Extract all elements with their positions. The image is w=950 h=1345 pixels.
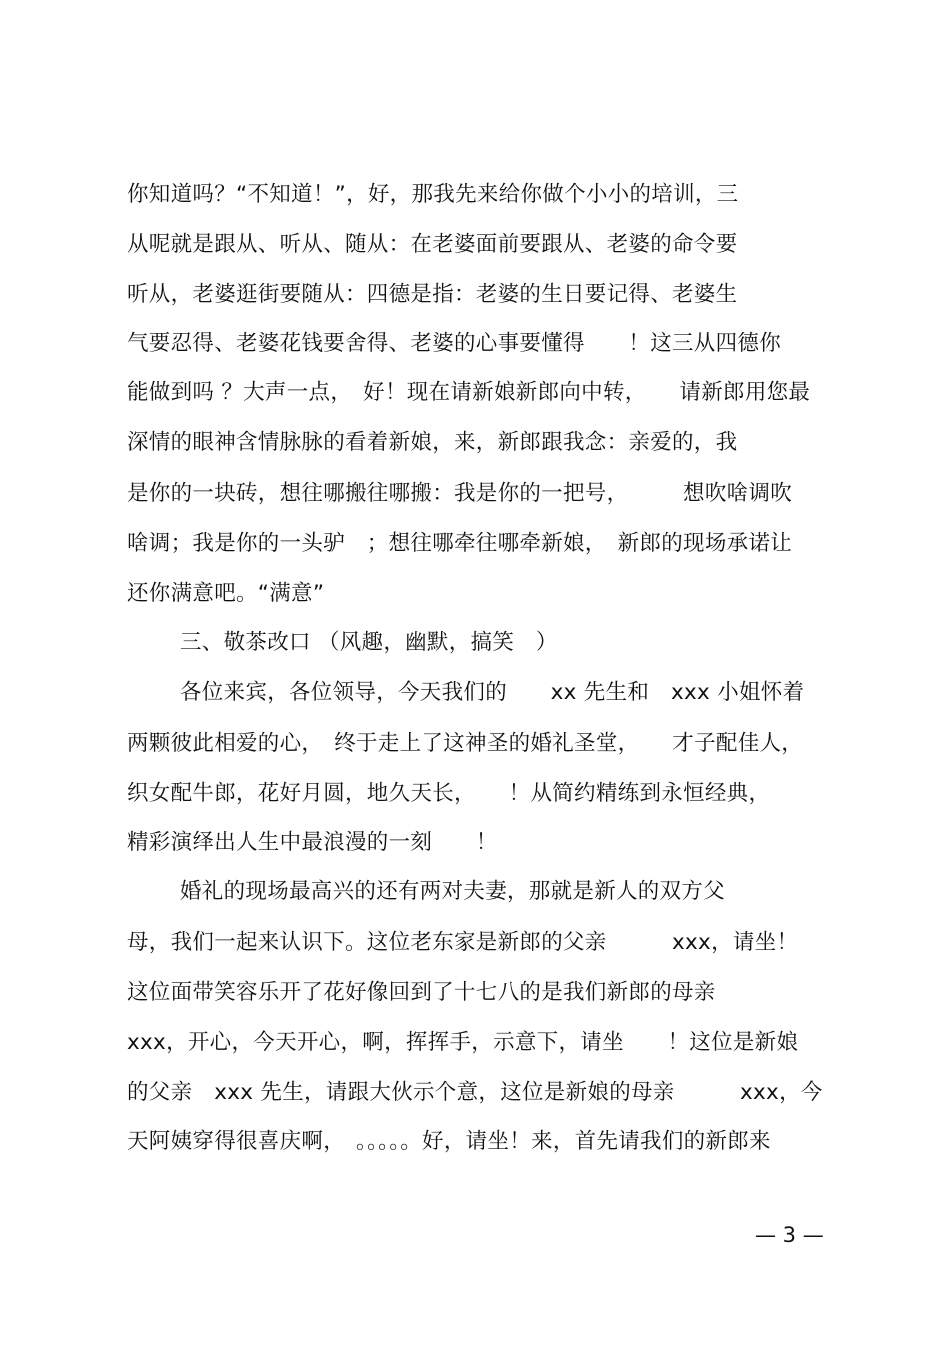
section-heading: 三、敬茶改口 （风趣，幽默，搞笑 ） (180, 630, 558, 655)
text-line: 的父亲 xxx 先生，请跟大伙示个意，这位是新娘的母亲 xxx，今 (127, 1080, 823, 1105)
text-line: 深情的眼神含情脉脉的看着新娘，来，新郎跟我念：亲爱的，我 (127, 430, 738, 455)
text-line: 你知道吗？“不知道！”，好，那我先来给你做个小小的培训，三 (127, 182, 739, 207)
page-number: — 3 — (755, 1223, 824, 1247)
text-line: 从呢就是跟从、听从、随从：在老婆面前要跟从、老婆的命令要 (127, 232, 738, 257)
text-line: 能做到吗 ？大声一点， 好！现在请新娘新郎向中转， 请新郎用您最 (127, 380, 811, 405)
text-line: 听从，老婆逛街要随从：四德是指：老婆的生日要记得、老婆生 (127, 282, 738, 307)
text-line: 各位来宾，各位领导，今天我们的 xx 先生和 xxx 小姐怀着 (180, 680, 805, 705)
text-line: xxx，开心，今天开心，啊，挥挥手，示意下，请坐 ！这位是新娘 (127, 1030, 799, 1055)
text-line: 母，我们一起来认识下。这位老东家是新郎的父亲 xxx，请坐！ (127, 930, 799, 955)
text-line: 气要忍得、老婆花钱要舍得、老婆的心事要懂得 ！这三从四德你 (127, 331, 782, 356)
text-line: 天阿姨穿得很喜庆啊， 。。。。。好，请坐！来，首先请我们的新郎来 (127, 1129, 771, 1154)
text-line: 两颗彼此相爱的心， 终于走上了这神圣的婚礼圣堂， 才子配佳人， (127, 731, 804, 756)
text-line: 是你的一块砖，想往哪搬往哪搬：我是你的一把号， 想吹啥调吹 (127, 481, 793, 506)
text-line: 啥调；我是你的一头驴 ；想往哪牵往哪牵新娘， 新郎的现场承诺让 (127, 531, 793, 556)
text-line: 还你满意吧。“满意” (127, 581, 325, 606)
text-line: 精彩演绎出人生中最浪漫的一刻 ！ (127, 830, 498, 855)
text-line: 婚礼的现场最高兴的还有两对夫妻，那就是新人的双方父 (180, 879, 726, 904)
text-line: 织女配牛郎，花好月圆，地久天长， ！从简约精练到永恒经典， (127, 781, 771, 806)
text-line: 这位面带笑容乐开了花好像回到了十七八的是我们新郎的母亲 (127, 980, 716, 1005)
